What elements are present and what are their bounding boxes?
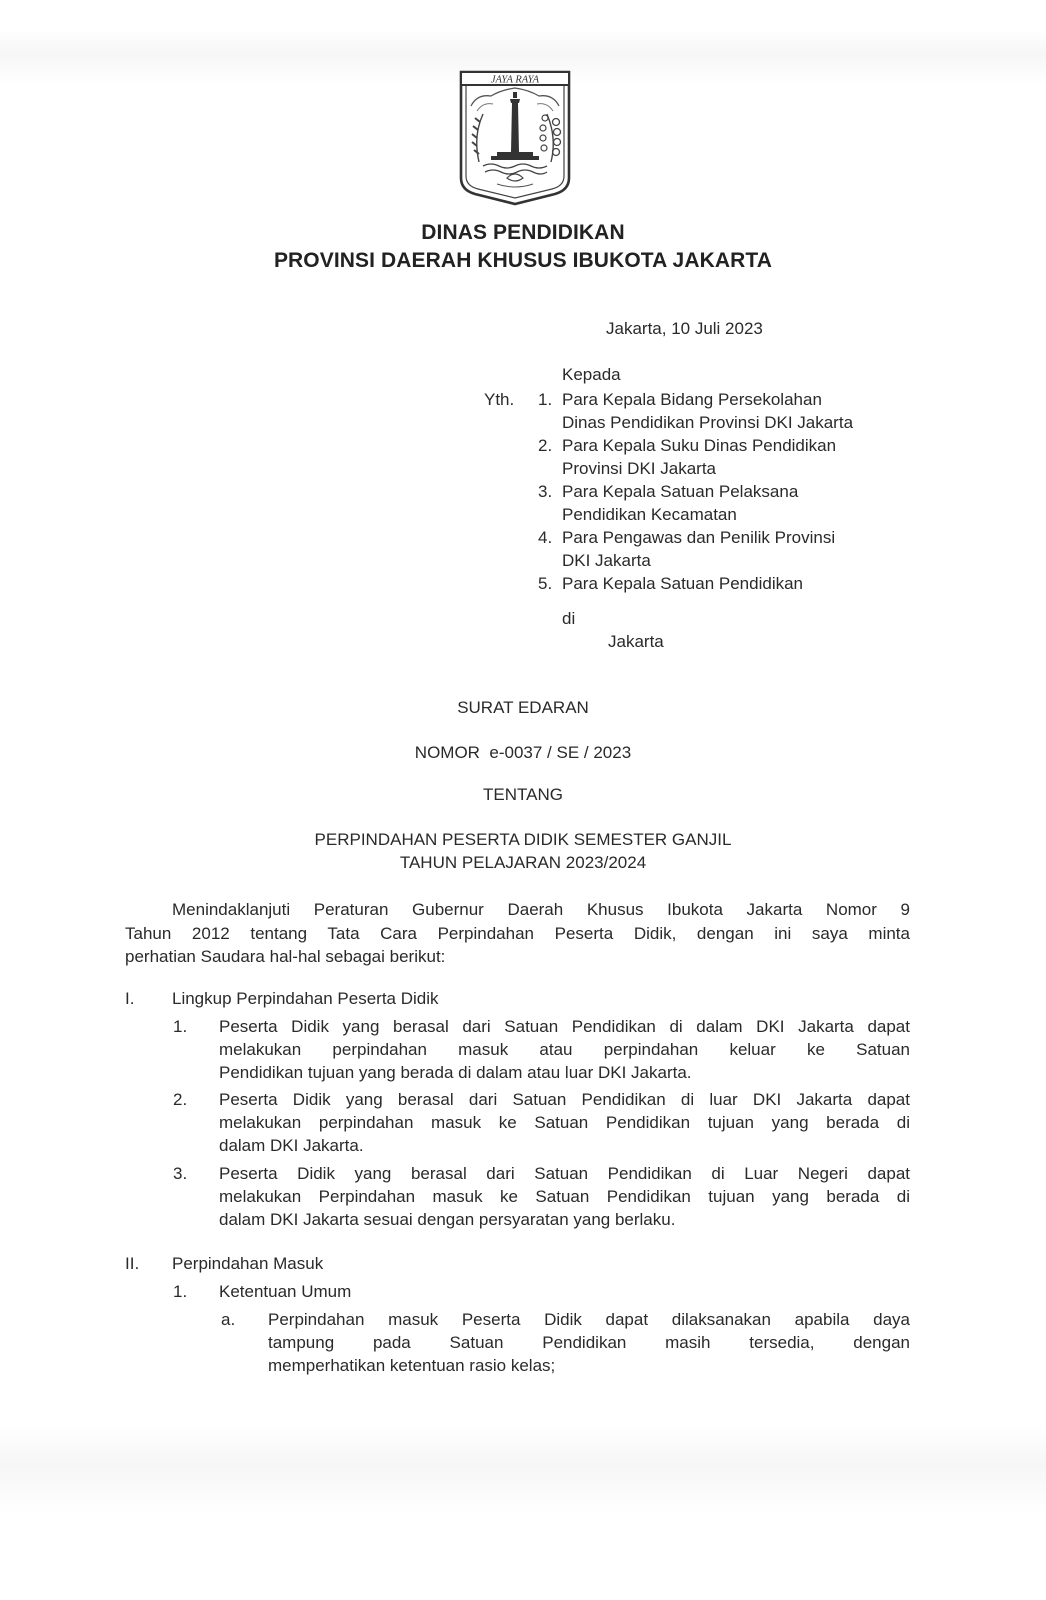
recipient-line: Para Kepala Satuan Pendidikan	[562, 574, 804, 593]
recipient-line: Para Kepala Bidang Persekolahan	[562, 390, 822, 409]
item-line: melakukan Perpindahan masuk ke Satuan Pendidikan tujuan yang berada di	[219, 1187, 910, 1206]
item-line: Pendidikan tujuan yang berada di dalam atau luar DKI Jakarta.	[219, 1063, 692, 1082]
jakarta-emblem-logo	[457, 66, 573, 206]
recipient-number: 1.	[538, 390, 553, 409]
agency-province: PROVINSI DAERAH KHUSUS IBUKOTA JAKARTA	[273, 249, 773, 272]
item-line: Peserta Didik yang berasal dari Satuan Pendidikan di Luar Negeri dapat	[219, 1164, 910, 1183]
sub-item-line: tampung pada Satuan Pendidikan masih tersedia, dengan	[268, 1333, 910, 1352]
item-line: melakukan perpindahan masuk atau perpindahan keluar ke Satuan	[219, 1040, 910, 1059]
recipient-line: Para Kepala Satuan Pelaksana	[562, 482, 799, 501]
item-number: 2.	[173, 1090, 188, 1109]
sub-item-line: memperhatikan ketentuan rasio kelas;	[268, 1356, 556, 1375]
recipient-line: Provinsi DKI Jakarta	[562, 459, 716, 478]
kepada-label: Kepada	[562, 365, 621, 384]
document-subject-year: TAHUN PELAJARAN 2023/2024	[399, 853, 647, 872]
subsection-number: 1.	[173, 1282, 188, 1301]
section-title: Lingkup Perpindahan Peserta Didik	[172, 989, 439, 1008]
intro-line: Tahun 2012 tentang Tata Cara Perpindahan Peserta Didik, dengan ini saya minta	[125, 924, 910, 943]
sub-item-line: Perpindahan masuk Peserta Didik dapat dilaksanakan apabila daya	[268, 1310, 910, 1329]
intro-line: perhatian Saudara hal-hal sebagai berikut:	[125, 947, 446, 966]
subsection-title: Ketentuan Umum	[219, 1282, 352, 1301]
section-number: II.	[125, 1254, 140, 1273]
recipient-line: DKI Jakarta	[562, 551, 651, 570]
recipient-number: 2.	[538, 436, 553, 455]
sub-item-letter: a.	[221, 1310, 236, 1329]
section-title: Perpindahan Masuk	[172, 1254, 324, 1273]
tentang-label: TENTANG	[483, 785, 563, 804]
letter-date: Jakarta, 10 Juli 2023	[606, 319, 763, 338]
intro-line: Menindaklanjuti Peraturan Gubernur Daerah Khusus Ibukota Jakarta Nomor 9	[172, 900, 910, 919]
recipient-line: Dinas Pendidikan Provinsi DKI Jakarta	[562, 413, 854, 432]
recipient-number: 3.	[538, 482, 553, 501]
di-label: di	[562, 609, 576, 628]
item-number: 3.	[173, 1164, 188, 1183]
recipient-line: Para Kepala Suku Dinas Pendidikan	[562, 436, 837, 455]
item-line: Peserta Didik yang berasal dari Satuan Pendidikan di dalam DKI Jakarta dapat	[219, 1017, 910, 1036]
item-line: Peserta Didik yang berasal dari Satuan Pendidikan di luar DKI Jakarta dapat	[219, 1090, 910, 1109]
scan-shading-bottom	[0, 1425, 1046, 1515]
recipient-number: 5.	[538, 574, 553, 593]
document-number: NOMOR e-0037 / SE / 2023	[414, 743, 632, 762]
document-subject: PERPINDAHAN PESERTA DIDIK SEMESTER GANJIL	[314, 830, 732, 849]
recipient-line: Pendidikan Kecamatan	[562, 505, 737, 524]
recipient-city: Jakarta	[608, 632, 664, 651]
item-line: dalam DKI Jakarta sesuai dengan persyaratan yang berlaku.	[219, 1210, 676, 1229]
document-type: SURAT EDARAN	[457, 698, 589, 717]
item-number: 1.	[173, 1017, 188, 1036]
section-number: I.	[125, 989, 135, 1008]
logo-motto: JAYA RAYA	[490, 74, 540, 86]
recipient-line: Para Pengawas dan Penilik Provinsi	[562, 528, 836, 547]
recipient-number: 4.	[538, 528, 553, 547]
agency-name: DINAS PENDIDIKAN	[421, 221, 625, 244]
yth-label: Yth.	[484, 390, 515, 409]
item-line: melakukan perpindahan masuk ke Satuan Pendidikan tujuan yang berada di	[219, 1113, 910, 1132]
item-line: dalam DKI Jakarta.	[219, 1136, 364, 1155]
